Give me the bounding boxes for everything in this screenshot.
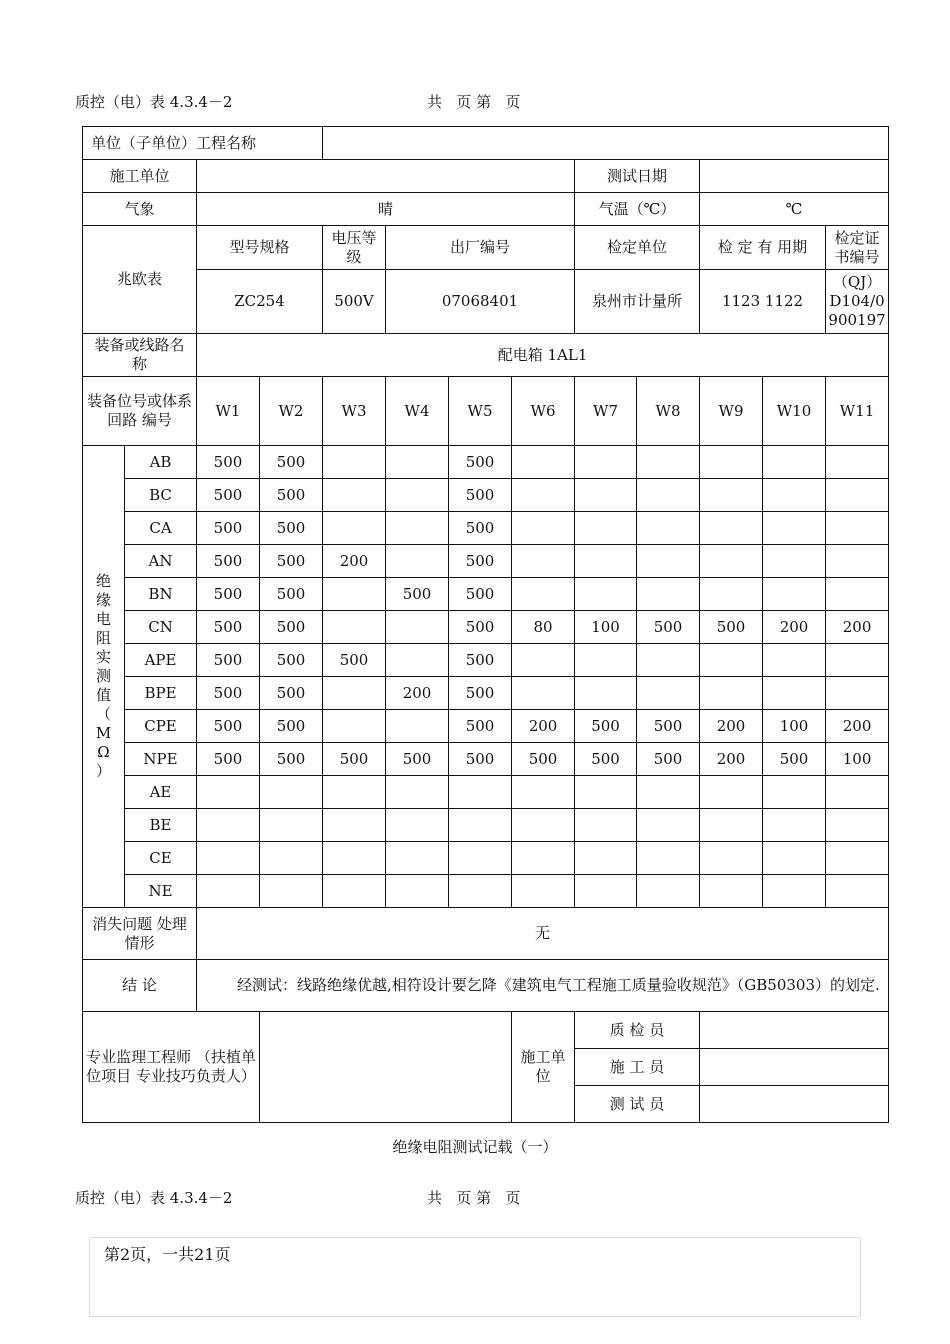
form-number: 质控（电）表 4.3.4－2 [75,93,233,111]
resistance-value [386,479,449,512]
circuit-code-w3: W3 [323,377,386,446]
resistance-value [826,776,889,809]
contractor-sign-label: 施工单位 [512,1012,575,1123]
resistance-value: 200 [386,677,449,710]
phase-label: BN [125,578,197,611]
resistance-value: 500 [260,743,323,776]
resistance-value [449,842,512,875]
table-row [83,644,889,677]
circuit-code-w6: W6 [512,377,575,446]
resistance-value [763,875,826,908]
resistance-value [575,644,637,677]
resistance-value: 500 [323,644,386,677]
resistance-value [512,875,575,908]
resistance-value [826,578,889,611]
megger-validity: 1123 1122 [700,270,826,334]
megger-model: ZC254 [197,270,323,334]
resistance-value [763,644,826,677]
phase-label: AE [125,776,197,809]
phase-label: CPE [125,710,197,743]
resistance-value: 500 [575,743,637,776]
resistance-value [323,578,386,611]
resistance-value [512,578,575,611]
insulation-test-table [82,126,889,1123]
resistance-value [512,809,575,842]
next-form-number: 质控（电）表 4.3.4－2 [75,1189,233,1207]
resistance-value [763,578,826,611]
resistance-value [512,842,575,875]
resistance-value [637,875,700,908]
resistance-value: 100 [763,710,826,743]
resistance-value [826,842,889,875]
phase-label: CN [125,611,197,644]
temperature-label: 气温（℃） [575,193,700,226]
resistance-value [826,809,889,842]
megger-header-serial: 出厂编号 [386,226,575,270]
resistance-value: 200 [700,743,763,776]
table-row [83,512,889,545]
resistance-value [700,644,763,677]
resistance-value [323,875,386,908]
insulation-label-char: 值 [95,686,111,704]
problems-label: 消失问题 处理情形 [83,908,197,960]
resistance-value [386,842,449,875]
resistance-value [826,512,889,545]
resistance-value [700,776,763,809]
resistance-value: 500 [197,710,260,743]
circuit-code-w7: W7 [575,377,637,446]
resistance-value: 500 [323,743,386,776]
resistance-value [637,809,700,842]
megger-header-validity: 检 定 有 用期 [700,226,826,270]
circuit-code-w4: W4 [386,377,449,446]
resistance-value: 500 [637,611,700,644]
circuit-code-w2: W2 [260,377,323,446]
resistance-value [637,545,700,578]
circuit-code-w9: W9 [700,377,763,446]
resistance-value: 500 [260,512,323,545]
page-counter-box [89,1237,861,1317]
resistance-value [323,611,386,644]
resistance-value: 500 [260,710,323,743]
resistance-value: 500 [637,710,700,743]
resistance-value [763,677,826,710]
resistance-value: 500 [197,578,260,611]
resistance-value: 500 [260,578,323,611]
temperature-value: ℃ [700,193,889,226]
phase-label: AN [125,545,197,578]
resistance-value: 200 [826,611,889,644]
resistance-value [763,479,826,512]
resistance-value [700,677,763,710]
resistance-value [637,578,700,611]
resistance-value [700,479,763,512]
resistance-value: 500 [197,611,260,644]
resistance-value: 500 [197,446,260,479]
table-row [83,578,889,611]
resistance-value: 500 [449,446,512,479]
resistance-value [763,776,826,809]
table-row [83,842,889,875]
resistance-value [575,446,637,479]
resistance-value: 500 [260,644,323,677]
insulation-label-char: 实 [95,648,111,666]
resistance-value: 500 [260,611,323,644]
resistance-value [512,545,575,578]
resistance-value [763,512,826,545]
resistance-value: 500 [575,710,637,743]
phase-label: CE [125,842,197,875]
resistance-value [386,809,449,842]
resistance-value [763,446,826,479]
resistance-value [323,677,386,710]
resistance-value [512,479,575,512]
resistance-value [700,809,763,842]
circuit-code-w8: W8 [637,377,700,446]
insulation-label-char: 测 [95,667,111,685]
resistance-value: 500 [449,743,512,776]
resistance-value: 500 [197,644,260,677]
circuit-code-w11: W11 [826,377,889,446]
resistance-value [700,842,763,875]
table-row [83,875,889,908]
resistance-value [512,776,575,809]
resistance-value [637,512,700,545]
resistance-value: 500 [449,710,512,743]
resistance-value [700,875,763,908]
resistance-value: 500 [512,743,575,776]
role-constructor-sign [700,1049,889,1086]
resistance-value [260,809,323,842]
table-row [83,446,889,479]
resistance-value [575,842,637,875]
resistance-value [386,644,449,677]
resistance-value: 500 [260,479,323,512]
resistance-value [637,677,700,710]
megger-voltage: 500V [323,270,386,334]
weather-value: 晴 [197,193,575,226]
insulation-label-char: 阻 [95,629,111,647]
resistance-value: 200 [512,710,575,743]
contractor-value [197,160,575,193]
megger-certificate: （QJ）D104/0900197 [826,270,889,334]
resistance-value [386,710,449,743]
role-tester-sign [700,1086,889,1123]
resistance-value [386,446,449,479]
resistance-value: 500 [197,479,260,512]
resistance-value [449,875,512,908]
resistance-value [260,875,323,908]
megger-header-voltage: 电压等级 [323,226,386,270]
resistance-value: 500 [386,743,449,776]
resistance-value: 500 [763,743,826,776]
page-info: 共 页 第 页 [427,93,521,111]
resistance-value [323,842,386,875]
table-row [83,677,889,710]
table-row [83,743,889,776]
resistance-value [575,545,637,578]
insulation-label-char: ） [95,762,111,780]
resistance-value [575,677,637,710]
resistance-value: 500 [197,743,260,776]
resistance-value [637,446,700,479]
next-page-info: 共 页 第 页 [427,1189,521,1207]
resistance-value [575,578,637,611]
resistance-value [449,776,512,809]
resistance-value [386,545,449,578]
conclusion-text: 经测试：线路绝缘优越,相符设计要乞降《建筑电气工程施工质量验收规范》（GB50303）的划定. [197,960,889,1012]
resistance-value [637,479,700,512]
role-constructor: 施 工 员 [575,1049,700,1086]
megger-label: 兆欧表 [83,226,197,334]
resistance-value [512,677,575,710]
insulation-label-char: （ [95,705,111,723]
resistance-value [386,512,449,545]
supervisor-label: 专业监理工程师 （扶植单位项目 专业技巧负责人） [83,1012,260,1123]
resistance-value: 500 [197,677,260,710]
role-quality-inspector: 质 检 员 [575,1012,700,1049]
resistance-value: 500 [197,545,260,578]
resistance-value: 500 [449,512,512,545]
resistance-value [763,545,826,578]
resistance-value [826,545,889,578]
phase-label: AB [125,446,197,479]
resistance-value: 200 [323,545,386,578]
test-date-value [700,160,889,193]
circuit-code-w1: W1 [197,377,260,446]
phase-label: APE [125,644,197,677]
resistance-value [512,644,575,677]
resistance-value [700,578,763,611]
resistance-value [323,512,386,545]
resistance-value [575,512,637,545]
megger-header-agency: 检定单位 [575,226,700,270]
resistance-value: 500 [197,512,260,545]
resistance-value [637,644,700,677]
circuit-code-w5: W5 [449,377,512,446]
resistance-value: 500 [449,677,512,710]
phase-label: NPE [125,743,197,776]
resistance-value: 500 [449,479,512,512]
table-row [83,611,889,644]
resistance-value: 500 [260,677,323,710]
resistance-value: 200 [826,710,889,743]
resistance-value [197,842,260,875]
resistance-value [512,512,575,545]
role-quality-inspector-sign [700,1012,889,1049]
table-row [83,710,889,743]
megger-serial: 07068401 [386,270,575,334]
table-row [83,776,889,809]
insulation-label-char: 绝 [95,572,111,590]
resistance-value: 500 [386,578,449,611]
weather-label: 气象 [83,193,197,226]
resistance-value [260,842,323,875]
megger-header-model: 型号规格 [197,226,323,270]
phase-label: BPE [125,677,197,710]
resistance-value [197,776,260,809]
resistance-value [700,512,763,545]
resistance-value: 500 [449,611,512,644]
test-date-label: 测试日期 [575,160,700,193]
resistance-value: 100 [575,611,637,644]
resistance-value [323,479,386,512]
resistance-value [323,710,386,743]
equipment-value: 配电箱 1AL1 [197,334,889,377]
resistance-value [826,644,889,677]
resistance-value: 500 [449,578,512,611]
resistance-value [197,875,260,908]
resistance-value [826,677,889,710]
table-caption: 绝缘电阻测试记载（一） [392,1138,558,1156]
table-row [83,479,889,512]
resistance-value [826,875,889,908]
resistance-value [386,776,449,809]
equipment-label: 装备或线路名 称 [83,334,197,377]
resistance-value [512,446,575,479]
resistance-value [637,776,700,809]
resistance-value [323,809,386,842]
resistance-value: 80 [512,611,575,644]
resistance-value: 500 [449,644,512,677]
resistance-value: 500 [637,743,700,776]
phase-label: BE [125,809,197,842]
resistance-value [575,875,637,908]
page-counter: 第2页，一共21页 [104,1245,231,1264]
resistance-value: 500 [260,446,323,479]
resistance-value: 500 [700,611,763,644]
resistance-value [323,446,386,479]
resistance-value [260,776,323,809]
resistance-value: 200 [763,611,826,644]
resistance-value: 200 [700,710,763,743]
role-tester: 测 试 员 [575,1086,700,1123]
resistance-value [700,446,763,479]
resistance-value [386,611,449,644]
resistance-value: 500 [449,545,512,578]
insulation-label-char: Ω [97,743,110,761]
resistance-value: 100 [826,743,889,776]
resistance-value [575,809,637,842]
table-row [83,809,889,842]
table-row [83,545,889,578]
insulation-label-char: M [95,724,112,742]
circuit-code-w10: W10 [763,377,826,446]
insulation-label-char: 电 [95,610,111,628]
resistance-value [449,809,512,842]
project-name-value [323,127,889,160]
resistance-value [637,842,700,875]
phase-label: CA [125,512,197,545]
phase-label: BC [125,479,197,512]
phase-label: NE [125,875,197,908]
resistance-value: 500 [260,545,323,578]
resistance-value [700,545,763,578]
insulation-label [83,446,125,908]
conclusion-label: 结 论 [83,960,197,1012]
resistance-value [197,809,260,842]
megger-agency: 泉州市计量所 [575,270,700,334]
resistance-value [575,479,637,512]
megger-header-certificate: 检定证书编号 [826,226,889,270]
resistance-value [763,809,826,842]
problems-value: 无 [197,908,889,960]
resistance-value [826,479,889,512]
resistance-value [826,446,889,479]
project-name-label: 单位（子单位）工程名称 [83,127,323,160]
resistance-value [575,776,637,809]
circuit-codes-label: 装备位号或体系回路 编号 [83,377,197,446]
insulation-label-char: 缘 [95,591,111,609]
resistance-value [763,842,826,875]
contractor-label: 施工单位 [83,160,197,193]
resistance-value [386,875,449,908]
resistance-value [323,776,386,809]
supervisor-signature [260,1012,512,1123]
